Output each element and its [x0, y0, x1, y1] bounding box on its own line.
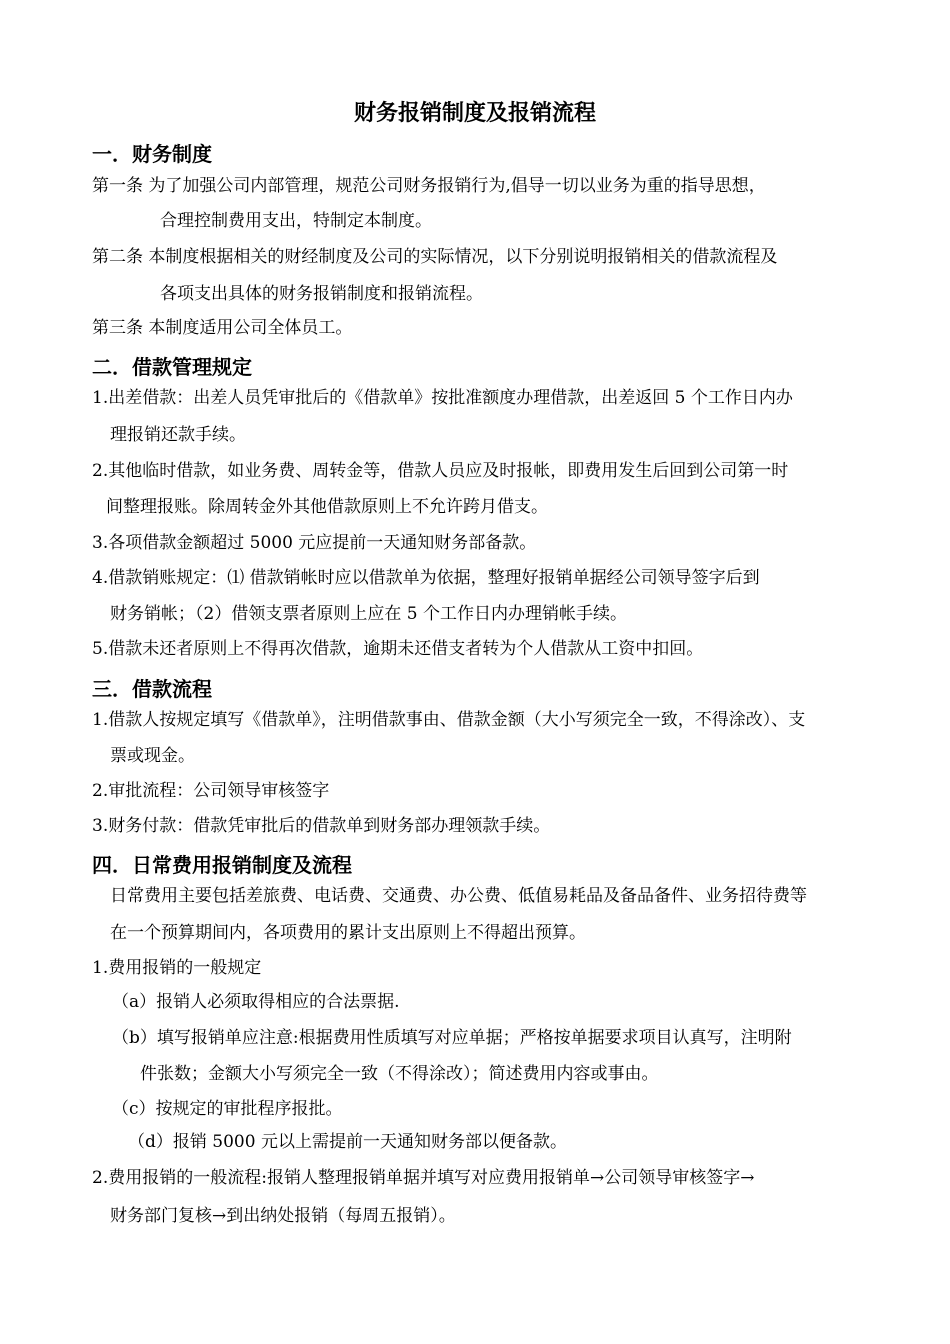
expense-intro-line-2: 在一个预算期间内，各项费用的累计支出原则上不得超出预算。: [110, 923, 586, 943]
loan-rule-3: 3.各项借款金额超过 5000 元应提前一天通知财务部备款。: [92, 533, 537, 553]
article-2-line-1: 第二条 本制度根据相关的财经制度及公司的实际情况，以下分别说明报销相关的借款流程及: [92, 247, 778, 267]
article-1-line-1: 第一条 为了加强公司内部管理，规范公司财务报销行为,倡导一切以业务为重的指导思想，: [92, 176, 766, 196]
section-heading-3: 三．借款流程: [92, 677, 212, 701]
expense-intro-line-1: 日常费用主要包括差旅费、电话费、交通费、办公费、低值易耗品及备品备件、业务招待费等: [110, 886, 807, 906]
section-heading-2: 二．借款管理规定: [92, 355, 252, 379]
expense-rule-a: （a）报销人必须取得相应的合法票据.: [112, 992, 400, 1012]
loan-rule-1-line-2: 理报销还款手续。: [110, 425, 246, 445]
article-2-line-2: 各项支出具体的财务报销制度和报销流程。: [160, 284, 483, 304]
section-heading-1: 一．财务制度: [92, 142, 212, 166]
article-1-line-2: 合理控制费用支出，特制定本制度。: [160, 211, 432, 231]
expense-flow-line-1: 2.费用报销的一般流程:报销人整理报销单据并填写对应费用报销单→公司领导审核签字→: [92, 1168, 755, 1188]
expense-rule-b-line-2: 件张数；金额大小写须完全一致（不得涂改）；简述费用内容或事由。: [140, 1064, 659, 1084]
expense-rule-d: （d）报销 5000 元以上需提前一天通知财务部以便备款。: [128, 1132, 567, 1152]
loan-rule-4-line-2: 财务销帐；（2）借领支票者原则上应在 5 个工作日内办理销帐手续。: [110, 604, 627, 624]
article-3: 第三条 本制度适用公司全体员工。: [92, 318, 353, 338]
loan-flow-1-line-2: 票或现金。: [110, 746, 195, 766]
loan-rule-2-line-2: 间整理报账。除周转金外其他借款原则上不允许跨月借支。: [106, 497, 548, 517]
expense-rule-b-line-1: （b）填写报销单应注意:根据费用性质填写对应单据；严格按单据要求项目认真写，注明附: [112, 1028, 792, 1048]
document-title: 财务报销制度及报销流程: [353, 100, 596, 126]
loan-rule-4-line-1: 4.借款销账规定：⑴ 借款销帐时应以借款单为依据，整理好报销单据经公司领导签字后到: [92, 568, 760, 588]
loan-flow-1-line-1: 1.借款人按规定填写《借款单》，注明借款事由、借款金额（大小写须完全一致，不得涂改）、支: [92, 710, 806, 730]
loan-rule-2-line-1: 2.其他临时借款，如业务费、周转金等，借款人员应及时报帐，即费用发生后回到公司第一时: [92, 461, 789, 481]
expense-rule-heading: 1.费用报销的一般规定: [92, 958, 262, 978]
expense-rule-c: （c）按规定的审批程序报批。: [112, 1099, 343, 1119]
loan-flow-2: 2.审批流程：公司领导审核签字: [92, 781, 330, 801]
loan-rule-1-line-1: 1.出差借款：出差人员凭审批后的《借款单》按批准额度办理借款，出差返回 5 个工作日内办: [92, 388, 793, 408]
loan-flow-3: 3.财务付款：借款凭审批后的借款单到财务部办理领款手续。: [92, 816, 551, 836]
loan-rule-5: 5.借款未还者原则上不得再次借款，逾期未还借支者转为个人借款从工资中扣回。: [92, 639, 704, 659]
section-heading-4: 四．日常费用报销制度及流程: [92, 853, 352, 877]
expense-flow-line-2: 财务部门复核→到出纳处报销（每周五报销）。: [110, 1206, 456, 1226]
